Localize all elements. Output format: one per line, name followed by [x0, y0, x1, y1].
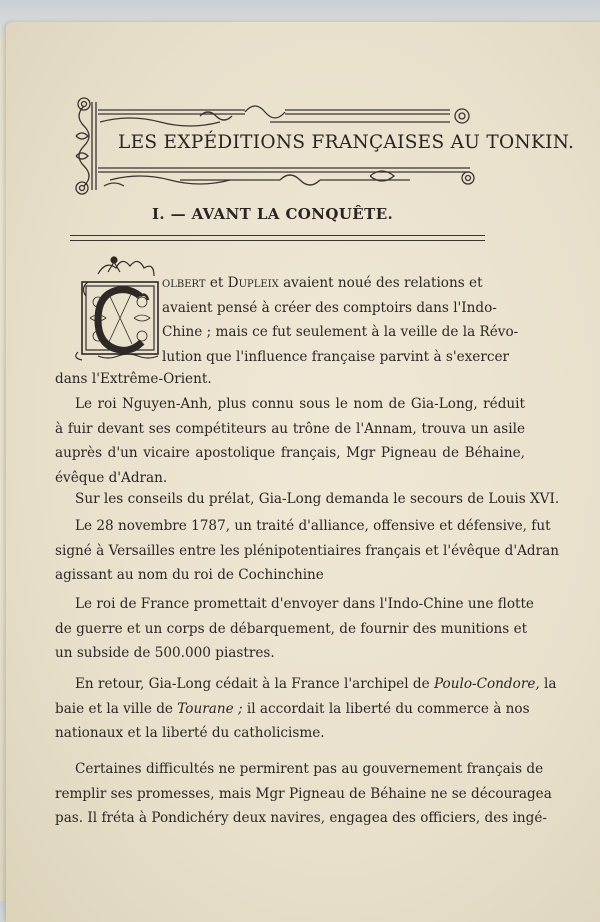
text-line: remplir ses promesses, mais Mgr Pigneau de Béhaine ne se découragea — [55, 785, 552, 802]
place-tourane: Tourane ; — [177, 700, 243, 717]
text-fragment: la — [539, 676, 557, 692]
paragraph-7 — [55, 757, 552, 831]
paragraph-1-line-5 — [55, 367, 525, 392]
paragraph-2 — [55, 392, 525, 490]
text-line: Le 28 novembre 1787, un traité d'alliance, offensive et défensive, fut — [75, 518, 551, 534]
word-dupleix: Dupleix — [227, 275, 279, 291]
chapter-title: LES EXPÉDITIONS FRANÇAISES AU TONKIN. — [118, 132, 575, 153]
text-line: à fuir devant ses compétiteurs au trône de l'Annam, trouva un asile — [55, 420, 525, 437]
text-line — [55, 697, 530, 722]
text-fragment: il accordait la liberté du commerce à nos — [242, 700, 530, 717]
text-line — [55, 672, 557, 697]
text-line: auprès d'un vicaire apostolique français, Mgr Pigneau de Béhaine, — [55, 445, 525, 461]
text-line: nationaux et la liberté du catholicisme. — [55, 725, 325, 741]
place-poulo-condore: Poulo-Condore, — [433, 676, 540, 692]
text-line: agissant au nom du roi de Cochinchine — [55, 567, 324, 583]
text-fragment: En retour, Gia-Long cédait à la France l'archipel de — [75, 676, 434, 692]
text-line: Sur les conseils du prélat, Gia-Long demanda le secours de Louis XVI. — [75, 491, 560, 507]
text-line: Chine ; mais ce fut seulement à la veille de la Révo- — [162, 324, 519, 340]
text-line: évêque d'Adran. — [55, 469, 168, 486]
section-rule — [70, 235, 485, 241]
text-line: un subside de 500.000 piastres. — [55, 645, 275, 661]
paragraph-6 — [55, 672, 557, 746]
text-line: de guerre et un corps de débarquement, de fournir des munitions et — [55, 620, 528, 637]
word-colbert: olbert — [162, 275, 206, 291]
text-line: lution que l'influence française parvint à s'exercer — [162, 348, 509, 365]
text-line: dans l'Extrême-Orient. — [55, 371, 212, 387]
ornate-dropcap-c-icon — [68, 252, 168, 362]
text-line: Certaines difficultés ne permirent pas au gouvernement français de — [75, 761, 544, 777]
paragraph-1-lines-1-4 — [162, 271, 519, 369]
paragraph-4 — [55, 514, 559, 588]
section-heading: I. — AVANT LA CONQUÊTE. — [152, 205, 394, 223]
text-line: pas. Il fréta à Pondichéry deux navires, engagea des officiers, des ingé- — [55, 810, 548, 826]
text-line: Le roi Nguyen-Anh, plus connu sous le nom de Gia-Long, réduit — [75, 396, 525, 412]
text-fragment: avaient noué des relations et — [278, 275, 483, 291]
text-line — [162, 271, 483, 296]
paragraph-5 — [55, 592, 534, 666]
paragraph-3 — [55, 487, 560, 512]
text-line: signé à Versailles entre les plénipotentiaires français et l'évêque d'Adran — [55, 542, 559, 559]
text-fragment: et — [205, 275, 228, 291]
text-line: avaient pensé à créer des comptoirs dans l'Indo- — [162, 299, 497, 316]
text-line: Le roi de France promettait d'envoyer dans l'Indo-Chine une flotte — [75, 596, 534, 612]
text-fragment: baie et la ville de — [55, 700, 178, 717]
